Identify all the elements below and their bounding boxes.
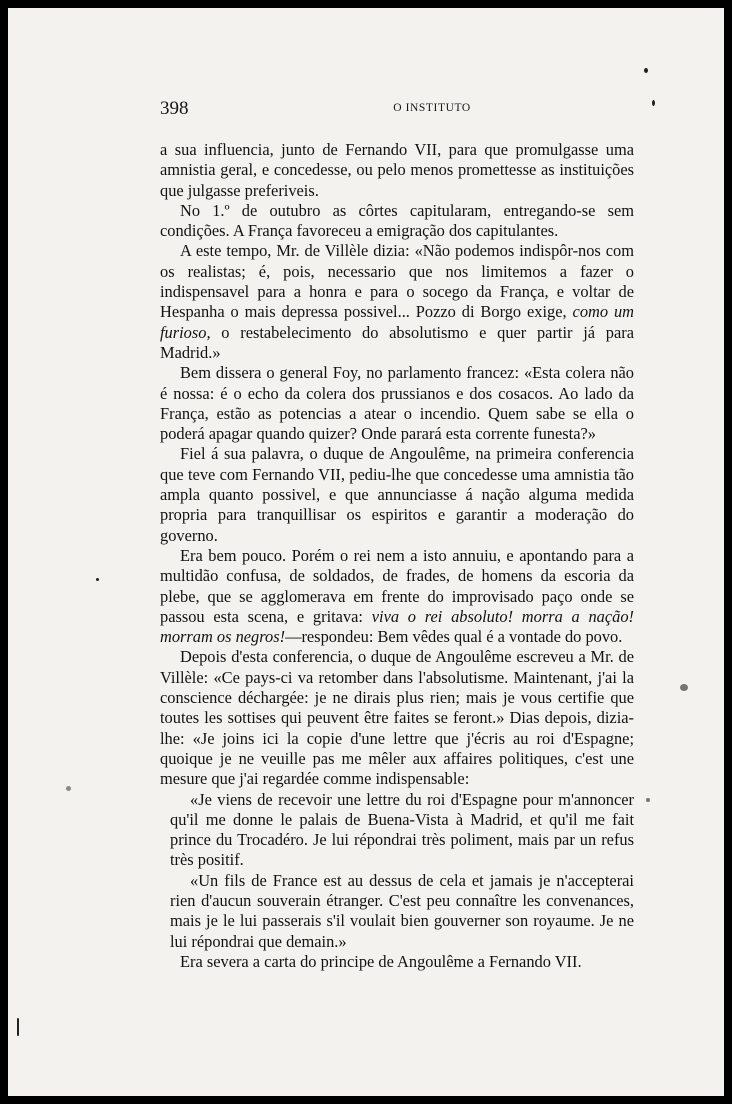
paragraph-text: Depois d'esta conferencia, o duque de Angoulême escreveu a Mr. de Villèle: «Ce pays-ci va retomber dans l'absolutisme. Maintenant, j'ai la conscience déchargée: je ne dirais plus rien; mais je vous certifie que toutes les sottises qui peuvent être faites se feront.» Dias depois, dizia-lhe: «Je joins ici la copie d'une lettre que j'écris au roi d'Espagne; quoique je ne veuille pas me mêler aux affaires politiques, c'est une mesure que j'ai regardée comme indispensable: [160,647,634,789]
body-text [160,140,634,972]
scan-speck [644,68,648,73]
paragraph-text: —respondeu: Bem vêdes qual é a vontade do povo. [285,627,623,647]
paragraph [160,241,634,363]
page-number: 398 [160,98,189,119]
italic-text: viva o rei absoluto! morra a nação! morram os negros! [160,606,635,647]
scan-speck [646,798,650,802]
paragraph-text: «Un fils de France est au dessus de cela et jamais je n'accepterai rien d'aucun souverain étranger. C'est peu connaître les convenances, mais je le lui passerais s'il voulait bien gouverner son royaume. Je ne lui répondrai que demain.» [170,870,634,951]
paragraph [160,444,634,545]
paragraph [160,363,634,444]
scan-speck [17,1018,19,1036]
page-header [160,98,634,120]
paragraph-text: Fiel á sua palavra, o duque de Angoulême, na primeira conferencia que teve com Fernando VII, pediu-lhe que concedesse uma amnistia tão ampla quanto possivel, e que annunciasse á nação alguma medida propria para tranquillisar os espiritos e garantir a moderação do governo. [160,444,634,545]
paragraph-text: Bem dissera o general Foy, no parlamento francez: «Esta colera não é nossa: é o echo da colera dos prussianos e dos cosacos. Ao lado da França, estão as potencias a atear o incendio. Quem sabe se ella o poderá apagar quando quizer? Onde parará esta corrente funesta?» [160,363,634,444]
paragraph [160,140,634,201]
paragraph-text: A este tempo, Mr. de Villèle dizia: «Não podemos indispôr-nos com os realistas; é, pois, necessario que nos limitemos a fazer o indispensavel para a honra e para o socego da França, e voltar de Hespanha o mais depressa possivel... Pozzo di Borgo exige, [160,241,634,322]
book-page [8,8,724,1096]
paragraph-text: Era severa a carta do principe de Angoulême a Fernando VII. [180,951,582,971]
paragraph-text: No 1.º de outubro as côrtes capitularam, entregando-se sem condições. A França favoreceu a emigração dos capitulantes. [160,200,634,241]
paragraph [160,546,634,647]
paragraph [160,952,634,972]
scan-speck [680,684,688,691]
paragraph-text: «Je viens de recevoir une lettre du roi d'Espagne pour m'annoncer qu'il me donne le palais de Buena-Vista à Madrid, et qu'il me fait prince du Trocadéro. Je lui répondrai très poliment, mais par un refus très positif. [170,789,634,870]
italic-text: como um furioso, [160,302,634,342]
paragraph [160,871,634,952]
paragraph-text: o restabelecimento do absolutismo e quer partir já para Madrid.» [160,322,634,362]
scan-speck [96,578,99,581]
paragraph [160,201,634,242]
running-title: O INSTITUTO [393,102,471,114]
paragraph-text: a sua influencia, junto de Fernando VII, para que promulgasse uma amnistia geral, e concedesse, ou pelo menos promettesse as instituições que julgasse preferiveis. [160,140,634,200]
paragraph [160,790,634,871]
paragraph-text: Era bem pouco. Porém o rei nem a isto annuiu, e apontando para a multidão confusa, de soldados, de frades, de homens da escoria da plebe, que se agglomerava em frente do improvisado paço onde se passou esta scena, e gritava: [160,545,634,626]
scan-speck [652,100,655,106]
scan-speck [66,786,71,791]
paragraph [160,647,634,789]
